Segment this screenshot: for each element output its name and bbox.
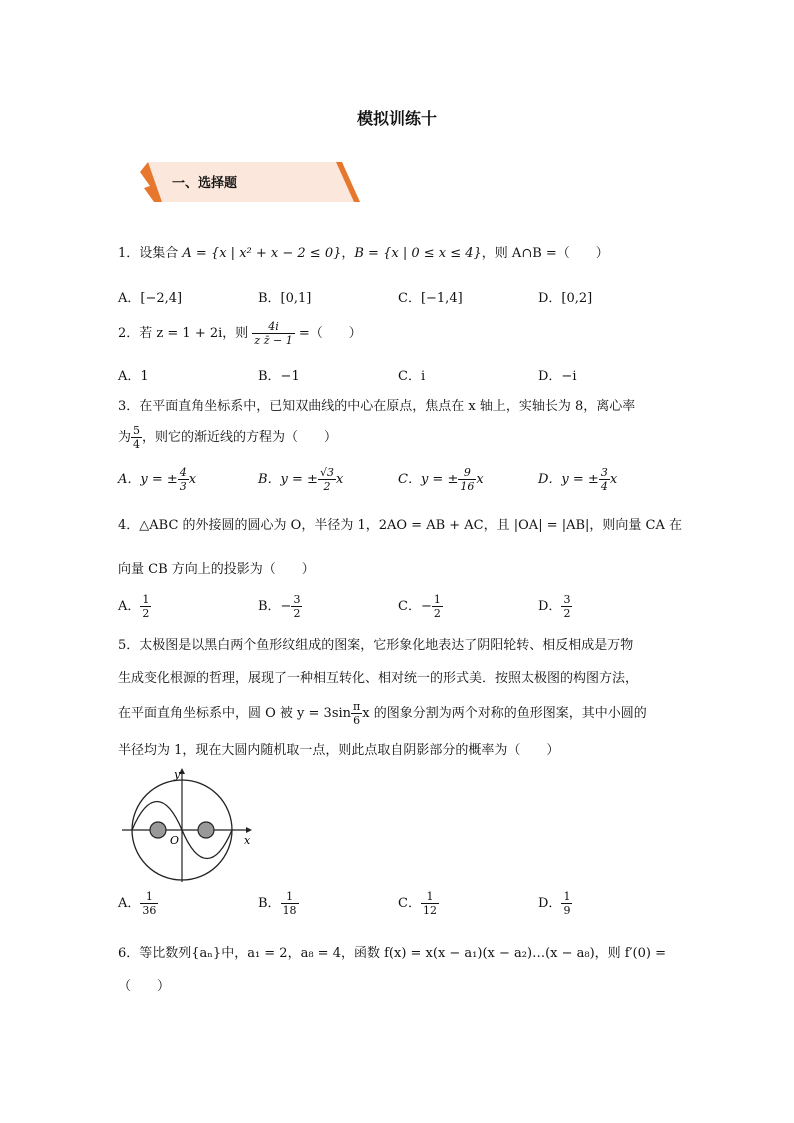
q5-option-a-num: 1: [140, 890, 158, 904]
q1-prefix: 1．设集合: [118, 246, 183, 261]
q3-option-c-den: 16: [460, 480, 475, 493]
q5-option-d-fraction: [561, 890, 572, 917]
q4-option-a-fraction: [140, 593, 151, 620]
q3-option-d[interactable]: [538, 466, 617, 493]
q4-option-a-den: 2: [142, 607, 150, 620]
q5-option-b-num: 1: [281, 890, 299, 904]
q1-option-a[interactable]: A．[−2,4]: [118, 291, 183, 306]
q4-option-b[interactable]: [258, 593, 302, 620]
q3-option-b-prefix: B．y = ±: [258, 472, 318, 487]
q4-option-b-num: 3: [293, 593, 301, 606]
question-2-stem: [118, 320, 362, 347]
question-5-line-2: 生成变化根源的哲理，展现了一种相互转化、相对统一的形式美．按照太极图的构图方法，: [118, 671, 639, 686]
section-banner: [140, 158, 360, 208]
q1-option-c[interactable]: C．[−1,4]: [398, 291, 463, 306]
question-6-line-2: （ ）: [118, 979, 171, 994]
q5-frac-denominator: 6: [353, 714, 361, 727]
q5-option-b[interactable]: [258, 890, 299, 917]
q3-option-d-suffix: x: [609, 472, 618, 487]
q4-option-d-den: 2: [563, 607, 571, 620]
q3-option-a-fraction: [178, 466, 189, 493]
q2-prefix: 2．若 z = 1 + 2i，则: [118, 326, 249, 341]
q3-option-d-num: 3: [600, 466, 608, 479]
question-3-line-2: [118, 424, 337, 451]
q3-option-b-num: √3: [319, 466, 334, 479]
q2-fraction: [252, 320, 294, 347]
question-1-stem: [118, 242, 609, 261]
q2-option-c[interactable]: C．i: [398, 369, 426, 384]
q3-option-a-suffix: x: [188, 472, 197, 487]
page-title: 模拟训练十: [356, 109, 437, 128]
q4-option-a[interactable]: [118, 593, 151, 620]
q5-option-b-fraction: [281, 890, 299, 917]
q3-option-d-prefix: D．y = ±: [538, 472, 599, 487]
q4-option-d-fraction: [561, 593, 572, 620]
q3-option-d-den: 4: [600, 480, 608, 493]
q4-option-d[interactable]: [538, 593, 572, 620]
q5-option-c-fraction: [421, 890, 439, 917]
q5-frac-numerator: π: [353, 700, 361, 713]
question-3-line-1: 3．在平面直角坐标系中，已知双曲线的中心在原点，焦点在 x 轴上，实轴长为 8，离心率: [118, 399, 636, 414]
q5-option-d[interactable]: [538, 890, 572, 917]
q1-set-b: B = {x | 0 ≤ x ≤ 4}: [354, 246, 482, 261]
q5-option-c-den: 12: [422, 904, 437, 917]
x-axis-arrow: [246, 827, 252, 833]
q3-option-b[interactable]: [258, 466, 343, 493]
q4-option-b-prefix: B．−: [258, 599, 292, 614]
q1-option-d[interactable]: D．[0,2]: [538, 291, 593, 306]
question-4-line-1: 4．△ABC 的外接圆的圆心为 O，半径为 1，2AO = AB + AC，且 |OA| = |AB|，则向量 CA 在: [118, 518, 683, 533]
q3-option-a-den: 3: [179, 480, 187, 493]
q5-option-d-den: 9: [563, 904, 571, 917]
y-label: y: [174, 768, 181, 781]
q5-option-b-prefix: B．: [258, 896, 281, 911]
q4-option-a-num: 1: [142, 593, 150, 606]
q2-suffix: =（ ）: [298, 326, 362, 341]
q3-option-c-fraction: [458, 466, 476, 493]
q3-option-c-suffix: x: [476, 472, 484, 487]
q1-sep: ，: [341, 246, 355, 261]
q3-option-c-num: 9: [458, 466, 476, 480]
q3-option-b-suffix: x: [335, 472, 344, 487]
question-5-line-3: [118, 700, 647, 727]
q5-option-a-den: 36: [142, 904, 157, 917]
origin-label: O: [170, 834, 180, 847]
q2-option-d[interactable]: D．−i: [538, 369, 577, 384]
q3-option-b-fraction: [318, 466, 336, 493]
q3-eccentricity-fraction: [131, 424, 142, 451]
q3-frac-denominator: 4: [133, 438, 141, 451]
q4-option-c-num: 1: [433, 593, 441, 606]
q3-option-a[interactable]: [118, 466, 196, 493]
q5-option-d-num: 1: [563, 890, 571, 903]
small-circle-right: [198, 822, 214, 838]
q3-option-d-fraction: [599, 466, 610, 493]
q5-option-a-fraction: [140, 890, 158, 917]
q5-option-b-den: 18: [282, 904, 297, 917]
q5-line3-suffix: x 的图象分割为两个对称的鱼形图案，其中小圆的: [362, 706, 647, 721]
q2-frac-numerator: 4i: [252, 320, 294, 334]
x-label: x: [244, 834, 251, 847]
q5-option-d-prefix: D．: [538, 896, 562, 911]
q4-option-b-fraction: [291, 593, 302, 620]
q2-option-b[interactable]: B．−1: [258, 369, 300, 384]
question-5-line-1: 5．太极图是以黑白两个鱼形纹组成的图案，它形象化地表达了阴阳轮转、相反相成是万物: [118, 638, 634, 653]
q1-set-a: A = {x | x² + x − 2 ≤ 0}: [182, 246, 342, 261]
q2-option-a[interactable]: A．1: [118, 369, 149, 384]
taiji-figure-svg: [118, 766, 258, 886]
q3-option-c-prefix: C．y = ±: [398, 472, 459, 487]
q5-option-c[interactable]: [398, 890, 439, 917]
q2-frac-denominator: z z̄ − 1: [254, 334, 293, 347]
q3-option-c[interactable]: [398, 466, 484, 493]
q3-option-b-den: 2: [323, 480, 331, 493]
q4-option-a-prefix: A．: [118, 599, 141, 614]
taiji-figure: [118, 766, 258, 886]
q4-option-c-prefix: C．−: [398, 599, 432, 614]
q1-option-b[interactable]: B．[0,1]: [258, 291, 312, 306]
q4-option-c[interactable]: [398, 593, 443, 620]
q1-suffix: ，则 A∩B =（ ）: [481, 246, 609, 261]
q5-pi-fraction: [351, 700, 362, 727]
q5-option-c-prefix: C．: [398, 896, 421, 911]
q5-option-a-prefix: A．: [118, 896, 141, 911]
question-4-line-2: 向量 CB 方向上的投影为（ ）: [118, 562, 315, 577]
q5-option-c-num: 1: [421, 890, 439, 904]
q5-line3-prefix: 在平面直角坐标系中，圆 O 被 y = 3sin: [118, 706, 352, 721]
q4-option-d-prefix: D．: [538, 599, 562, 614]
q3-line2-prefix: 为: [118, 430, 132, 445]
q3-line2-suffix: ，则它的渐近线的方程为（ ）: [142, 430, 338, 445]
question-6-line-1: 6．等比数列{aₙ}中，a₁ = 2，a₈ = 4，函数 f(x) = x(x − a₁)(x − a₂)…(x − a₈)，则 f′(0) =: [118, 946, 666, 961]
q3-option-a-prefix: A．y = ±: [118, 472, 178, 487]
section-label: 一、选择题: [172, 176, 238, 191]
q3-frac-numerator: 5: [133, 424, 141, 437]
q4-option-b-den: 2: [293, 607, 301, 620]
q5-option-a[interactable]: [118, 890, 158, 917]
q4-option-c-fraction: [432, 593, 443, 620]
q4-option-c-den: 2: [433, 607, 441, 620]
small-circle-left: [150, 822, 166, 838]
q4-option-d-num: 3: [563, 593, 571, 606]
question-5-line-4: 半径均为 1，现在大圆内随机取一点，则此点取自阴影部分的概率为（ ）: [118, 743, 560, 758]
q3-option-a-num: 4: [179, 466, 187, 479]
